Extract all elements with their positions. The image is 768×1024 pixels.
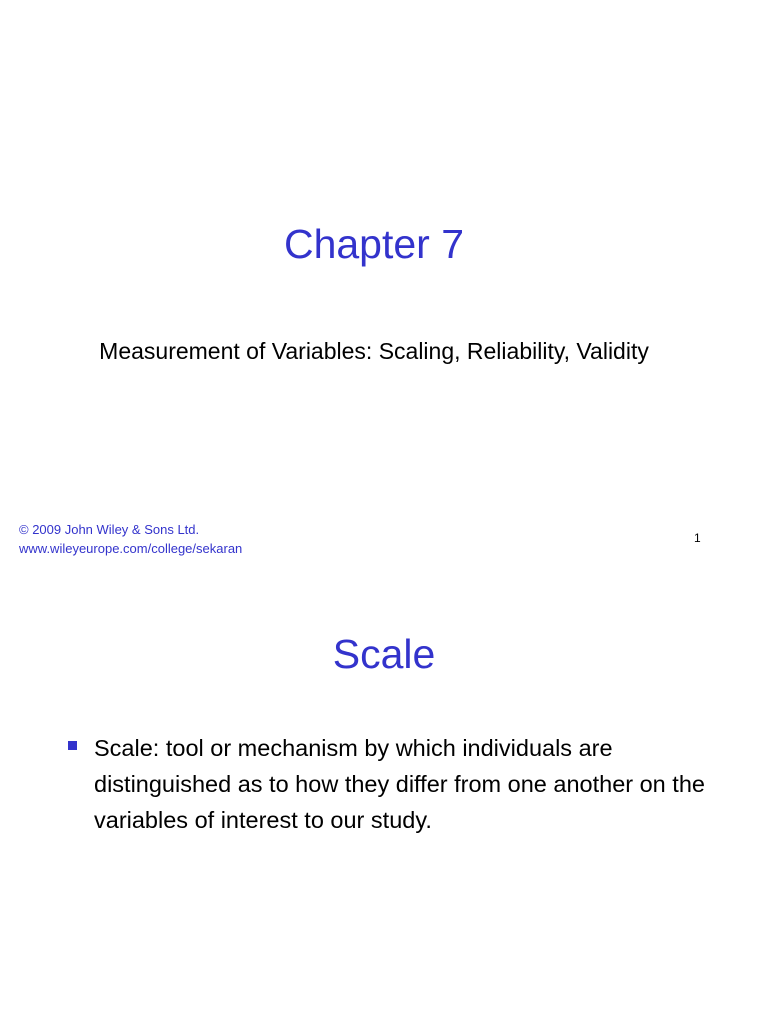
bullet-item: [66, 730, 706, 838]
website-url: www.wileyeurope.com/college/sekaran: [19, 541, 243, 556]
copyright-text: © 2009 John Wiley & Sons Ltd.: [19, 522, 200, 537]
page-number: 1: [694, 531, 701, 545]
slide-subtitle: Measurement of Variables: Scaling, Reliability, Validity: [99, 338, 649, 364]
slide-footer: [19, 520, 242, 558]
square-bullet-icon: [68, 741, 77, 750]
bullet-list: [66, 730, 706, 838]
slide-title: Chapter 7: [283, 221, 465, 267]
slide-title: Scale: [332, 631, 436, 677]
bullet-text: Scale: tool or mechanism by which individuals are distinguished as to how they differ from one another on the variables of interest to our study.: [94, 735, 705, 833]
slide-scale: [0, 576, 768, 1024]
